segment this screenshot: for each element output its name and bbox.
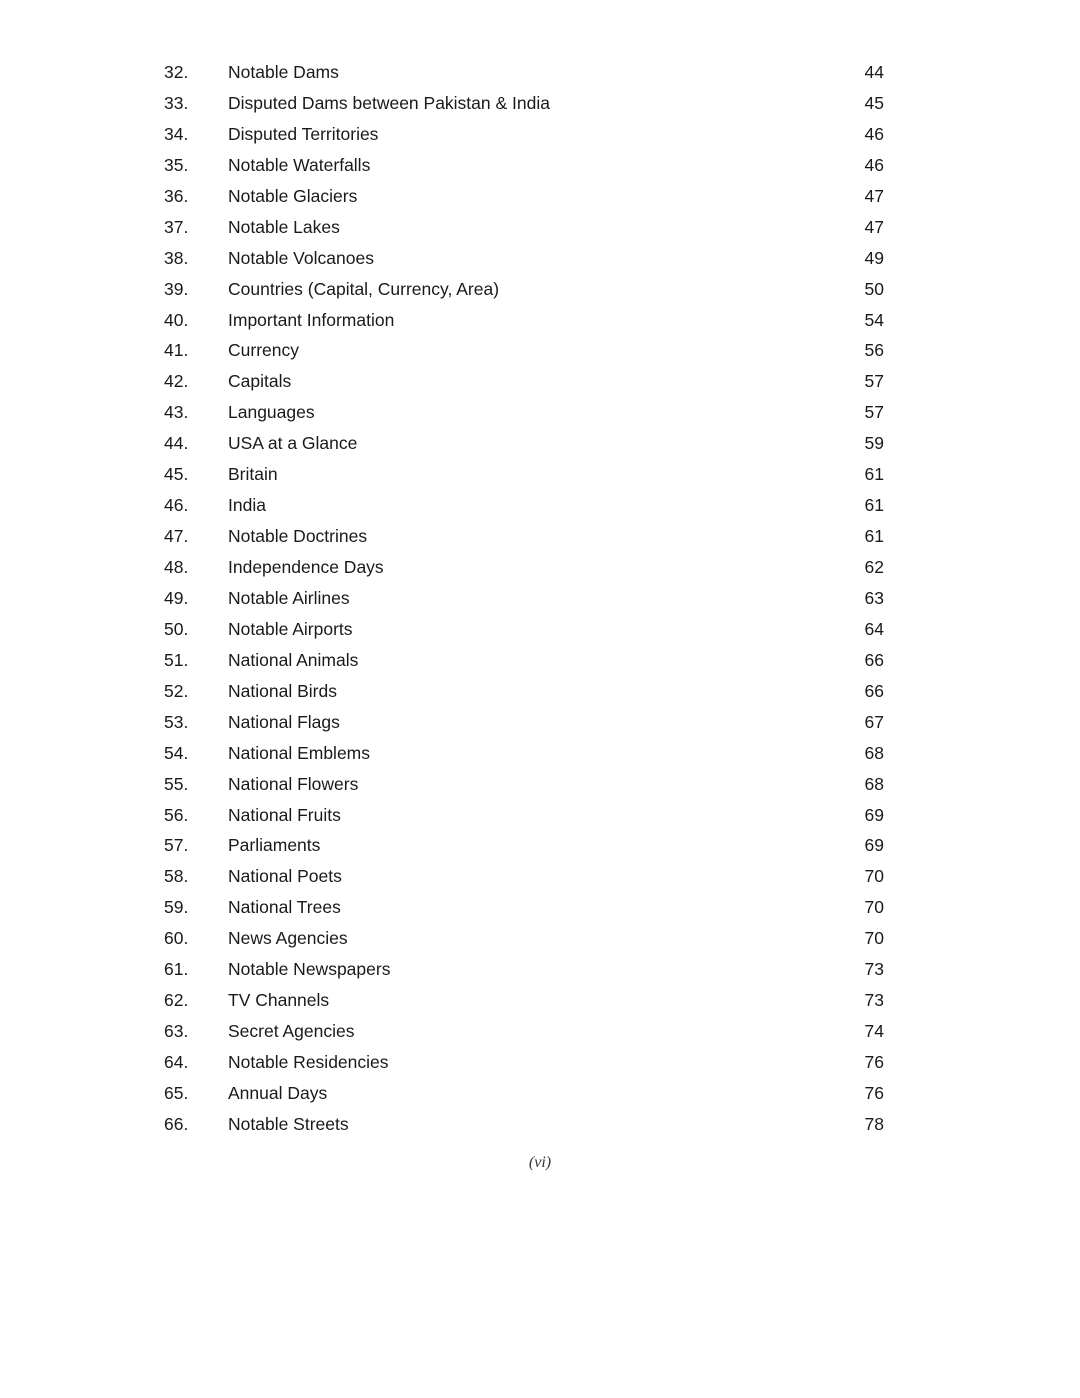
toc-entry-title: National Emblems: [228, 742, 370, 763]
toc-entry-number: 54.: [164, 742, 189, 763]
toc-entry-page-number: 47: [864, 185, 884, 206]
toc-entry: [0, 800, 1080, 831]
toc-entry-number: 49.: [164, 587, 189, 608]
toc-entry-page-number: 69: [864, 835, 884, 856]
toc-entry: [0, 335, 1080, 366]
toc-entry-page-number: 66: [864, 649, 884, 670]
toc-entry: [0, 119, 1080, 150]
toc-entry: [0, 305, 1080, 336]
toc-entry-page-number: 66: [864, 680, 884, 701]
toc-entry: [0, 1016, 1080, 1047]
toc-entry-title: National Trees: [228, 897, 341, 918]
toc-entry-title: TV Channels: [228, 990, 330, 1011]
toc-entry: [0, 892, 1080, 923]
toc-entry-number: 36.: [164, 185, 189, 206]
toc-entry-title: USA at a Glance: [228, 433, 358, 454]
toc-entry-title: Notable Newspapers: [228, 959, 391, 980]
toc-entry: [0, 985, 1080, 1016]
toc-entry: [0, 923, 1080, 954]
toc-entry-title: Notable Lakes: [228, 216, 340, 237]
toc-entry-title: Notable Residencies: [228, 1052, 389, 1072]
toc-entry-title: Secret Agencies: [228, 1021, 355, 1042]
toc-entry: [0, 397, 1080, 428]
toc-entry-page-number: 46: [864, 123, 884, 144]
toc-entry-number: 40.: [164, 309, 189, 330]
toc-entry-page-number: 45: [864, 92, 884, 113]
toc-entry-title: Notable Streets: [228, 1113, 349, 1134]
toc-entry: [0, 1078, 1080, 1109]
toc-entry-title: Notable Doctrines: [228, 526, 368, 547]
toc-entry: [0, 521, 1080, 552]
toc-entry-number: 61.: [164, 959, 189, 980]
toc-entry: [0, 676, 1080, 707]
toc-entry: [0, 366, 1080, 397]
toc-entry-title: Disputed Territories: [228, 123, 379, 144]
toc-entry: [0, 181, 1080, 212]
toc-entry-page-number: 44: [864, 62, 884, 82]
toc-entry: [0, 212, 1080, 243]
toc-entry-number: 41.: [164, 340, 189, 361]
toc-entry-page-number: 74: [864, 1021, 884, 1042]
toc-entry-number: 62.: [164, 990, 189, 1011]
toc-entry-page-number: 56: [864, 340, 884, 361]
toc-entry-title: Languages: [228, 402, 315, 423]
toc-entry-number: 63.: [164, 1021, 189, 1042]
toc-entry-number: 39.: [164, 278, 189, 299]
toc-entry-title: Notable Dams: [228, 62, 339, 82]
toc-entry-page-number: 63: [864, 587, 884, 608]
toc-entry-number: 65.: [164, 1082, 189, 1103]
toc-entry-title: Important Information: [228, 309, 395, 330]
toc-entry-page-number: 69: [864, 804, 884, 825]
toc-entry-title: Notable Airlines: [228, 587, 350, 608]
toc-entry-page-number: 61: [864, 495, 884, 516]
toc-entry: [0, 707, 1080, 738]
toc-entry-title: Notable Volcanoes: [228, 247, 374, 268]
toc-entry-title: Capitals: [228, 371, 292, 392]
toc-entry: [0, 428, 1080, 459]
toc-entry-page-number: 70: [864, 897, 884, 918]
toc-entry-number: 51.: [164, 649, 189, 670]
toc-entry-page-number: 54: [864, 309, 884, 330]
toc-entry-page-number: 64: [864, 618, 884, 639]
toc-entry-number: 43.: [164, 402, 189, 423]
toc-entry: [0, 830, 1080, 861]
toc-entry-title: National Poets: [228, 866, 342, 887]
toc-entry: [0, 583, 1080, 614]
toc-entry-title: National Flowers: [228, 773, 359, 794]
toc-entry-number: 34.: [164, 123, 189, 144]
toc-entry-title: Countries (Capital, Currency, Area): [228, 278, 500, 299]
toc-entry: [0, 614, 1080, 645]
toc-entry-page-number: 70: [864, 928, 884, 949]
toc-entry: [0, 459, 1080, 490]
toc-entry-number: 35.: [164, 154, 189, 175]
toc-entry-number: 55.: [164, 773, 189, 794]
toc-entry-title: India: [228, 495, 266, 516]
table-of-contents: [0, 57, 1080, 1140]
page-number-footer: (vi): [528, 1154, 552, 1171]
toc-entry-number: 56.: [164, 804, 189, 825]
toc-entry: [0, 1109, 1080, 1140]
toc-entry-page-number: 47: [864, 216, 884, 237]
toc-entry: [0, 490, 1080, 521]
toc-entry-page-number: 76: [864, 1052, 884, 1072]
toc-entry-title: Independence Days: [228, 557, 384, 577]
toc-entry-title: News Agencies: [228, 928, 348, 949]
toc-entry: [0, 645, 1080, 676]
toc-entry-number: 52.: [164, 680, 189, 701]
toc-entry: [0, 243, 1080, 274]
toc-entry-page-number: 61: [864, 526, 884, 547]
toc-entry-title: Parliaments: [228, 835, 321, 856]
toc-entry-number: 59.: [164, 897, 189, 918]
toc-entry-title: Annual Days: [228, 1082, 328, 1103]
toc-entry-title: Britain: [228, 464, 278, 485]
toc-entry-title: Notable Glaciers: [228, 185, 358, 206]
toc-entry-page-number: 68: [864, 742, 884, 763]
toc-entry-title: Notable Waterfalls: [228, 154, 371, 175]
toc-entry-title: National Animals: [228, 649, 359, 670]
toc-entry-number: 33.: [164, 92, 189, 113]
toc-entry-page-number: 50: [864, 278, 884, 299]
toc-entry: [0, 552, 1080, 583]
toc-entry-number: 58.: [164, 866, 189, 887]
toc-entry-number: 60.: [164, 928, 189, 949]
toc-entry-number: 46.: [164, 495, 189, 516]
toc-entry-title: Currency: [228, 340, 299, 361]
toc-entry-title: Disputed Dams between Pakistan & India: [228, 92, 550, 113]
toc-entry-page-number: 67: [864, 711, 884, 732]
toc-entry: [0, 274, 1080, 305]
toc-entry-page-number: 70: [864, 866, 884, 887]
toc-entry-page-number: 73: [864, 990, 884, 1011]
toc-entry-number: 38.: [164, 247, 189, 268]
toc-entry: [0, 861, 1080, 892]
toc-entry-number: 44.: [164, 433, 189, 454]
toc-entry-page-number: 57: [864, 402, 884, 423]
toc-entry: [0, 954, 1080, 985]
toc-entry-title: Notable Airports: [228, 618, 353, 639]
toc-entry-number: 37.: [164, 216, 189, 237]
toc-entry-number: 32.: [164, 62, 189, 82]
toc-entry: [0, 88, 1080, 119]
toc-entry-page-number: 68: [864, 773, 884, 794]
toc-entry-number: 48.: [164, 557, 189, 577]
toc-entry: [0, 57, 1080, 88]
toc-entry-page-number: 73: [864, 959, 884, 980]
toc-entry-number: 50.: [164, 618, 189, 639]
toc-entry-page-number: 49: [864, 247, 884, 268]
toc-entry-title: National Flags: [228, 711, 340, 732]
toc-entry-page-number: 59: [864, 433, 884, 454]
toc-entry: [0, 1047, 1080, 1078]
toc-entry-page-number: 76: [864, 1082, 884, 1103]
toc-entry-number: 64.: [164, 1052, 189, 1072]
toc-entry-page-number: 46: [864, 154, 884, 175]
toc-entry-page-number: 57: [864, 371, 884, 392]
toc-entry-page-number: 62: [864, 557, 884, 577]
toc-entry-number: 53.: [164, 711, 189, 732]
toc-entry-number: 45.: [164, 464, 189, 485]
toc-entry-number: 47.: [164, 526, 189, 547]
toc-entry-page-number: 78: [864, 1113, 884, 1134]
toc-entry-number: 66.: [164, 1113, 189, 1134]
toc-entry: [0, 738, 1080, 769]
toc-entry: [0, 150, 1080, 181]
toc-entry-title: National Birds: [228, 680, 337, 701]
toc-entry-title: National Fruits: [228, 804, 341, 825]
toc-entry: [0, 769, 1080, 800]
toc-entry-number: 57.: [164, 835, 189, 856]
toc-entry-page-number: 61: [864, 464, 884, 485]
toc-entry-number: 42.: [164, 371, 189, 392]
